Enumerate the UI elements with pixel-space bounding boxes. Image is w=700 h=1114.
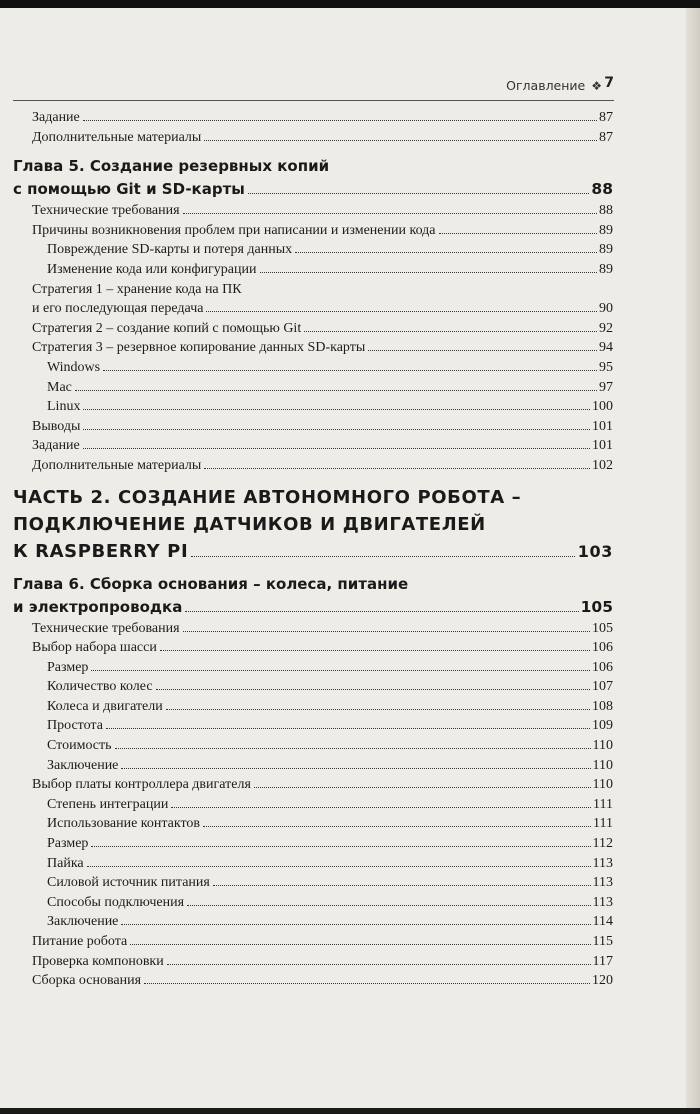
toc-entry (13, 971, 613, 991)
toc-entry (13, 221, 613, 241)
dot-leader (121, 924, 590, 925)
toc-entry (13, 260, 613, 280)
toc-entry-title: Сборка основания (32, 973, 142, 989)
dot-leader (260, 272, 598, 273)
dot-leader (83, 409, 590, 410)
toc-entry-title: Проверка компоновки (32, 953, 164, 969)
toc-entry-page: 92 (599, 320, 613, 336)
running-head (506, 78, 608, 93)
toc-entry-title: Стоимость (47, 738, 112, 754)
toc-entry (13, 893, 613, 913)
dot-leader (304, 331, 597, 332)
toc-entry (13, 417, 613, 437)
toc-entry (13, 299, 613, 319)
dot-leader (191, 556, 575, 557)
toc-entry (13, 775, 613, 795)
toc-entry-page: 110 (592, 757, 613, 773)
toc-entry-title: Windows (47, 359, 101, 375)
toc-entry-page: 94 (599, 340, 613, 356)
chapter-title-line (13, 595, 613, 619)
toc-entry (13, 814, 613, 834)
part-page: 103 (577, 541, 613, 561)
toc-entry (13, 952, 613, 972)
toc-entry-page: 110 (592, 738, 613, 754)
dot-leader (91, 846, 590, 847)
toc-entry (13, 912, 613, 932)
dot-leader (83, 448, 590, 449)
toc-entry-page: 90 (599, 301, 613, 317)
dot-leader (91, 670, 590, 671)
toc-entry (13, 201, 613, 221)
toc-entry-page: 89 (599, 222, 613, 238)
toc-entry (13, 319, 613, 339)
toc-entry-title: Способы подключения (47, 894, 185, 910)
toc-entry-title: Задание (32, 110, 80, 125)
dot-leader (103, 370, 597, 371)
toc-entry (13, 638, 613, 658)
toc-entry (13, 108, 613, 128)
toc-chapter-heading (13, 155, 613, 201)
dot-leader (144, 983, 590, 984)
toc-entry-page: 101 (592, 418, 613, 434)
toc-entry (13, 658, 613, 678)
dot-leader (171, 807, 591, 808)
scan-top-border (0, 0, 700, 8)
page-number: 7 (604, 75, 614, 91)
toc-entry-page: 97 (599, 379, 613, 395)
toc-entry (13, 436, 613, 456)
toc-entry (13, 932, 613, 952)
dot-leader (204, 140, 597, 141)
chapter-title-line (13, 573, 613, 595)
chapter-title-text: Глава 6. Сборка основания – колеса, питание (13, 574, 409, 593)
dot-leader (187, 905, 590, 906)
dot-leader (156, 689, 590, 690)
toc-entry-page: 107 (592, 679, 613, 695)
toc-entry-page: 95 (599, 359, 613, 375)
toc-entry-title: Mac (47, 379, 72, 395)
toc-entry (13, 677, 613, 697)
toc-entry-page: 110 (592, 777, 613, 793)
toc-entry-page: 87 (599, 110, 613, 125)
part-title-text: К RASPBERRY PI (13, 540, 189, 562)
toc-entry (13, 756, 613, 776)
dot-leader (121, 768, 590, 769)
toc-entry-title: Выводы (32, 418, 81, 434)
toc-entry-page: 101 (592, 438, 613, 454)
part-title-line (13, 511, 613, 538)
fleuron-icon: ❖ (591, 79, 602, 93)
dot-leader (167, 964, 591, 965)
dot-leader (203, 826, 591, 827)
toc-entry-title: Технические требования (32, 620, 180, 636)
toc-entry-page: 106 (592, 640, 613, 656)
toc-entry (13, 456, 613, 476)
toc-entry-title: Изменение кода или конфигурации (47, 261, 257, 277)
chapter-title-line (13, 177, 613, 201)
toc-entry (13, 128, 613, 148)
toc-entry (13, 280, 613, 300)
toc-entry-page: 112 (592, 836, 613, 852)
toc-entry-page: 105 (592, 620, 613, 636)
toc-entry-title: Простота (47, 718, 103, 734)
toc-entry-page: 100 (592, 399, 613, 415)
dot-leader (166, 709, 590, 710)
toc-entry-title: Выбор платы контроллера двигателя (32, 777, 251, 793)
toc-entry (13, 834, 613, 854)
dot-leader (295, 252, 597, 253)
chapter-title-text: с помощью Git и SD-карты (13, 180, 245, 199)
toc-entry-title: Причины возникновения проблем при написании и изменении кода (32, 222, 436, 238)
dot-leader (213, 885, 591, 886)
toc-entry-page: 113 (592, 894, 613, 910)
toc-entry (13, 378, 613, 398)
book-page (0, 8, 700, 1108)
chapter-page: 88 (591, 180, 613, 199)
toc-entry (13, 397, 613, 417)
toc-entry (13, 736, 613, 756)
toc-entry-title: Размер (47, 836, 89, 852)
toc-entry-title: Силовой источник питания (47, 875, 210, 891)
dot-leader (185, 611, 578, 612)
toc-chapter-heading (13, 573, 613, 619)
toc-entry-title: Степень интеграции (47, 796, 169, 812)
toc-entry-title: Задание (32, 438, 80, 454)
toc-entry-title: Заключение (47, 757, 119, 773)
chapter-title-line (13, 155, 613, 177)
toc-entry-page: 89 (599, 261, 613, 277)
toc-entry (13, 338, 613, 358)
toc-entry-title: и его последующая передача (32, 301, 204, 317)
toc-entry-page: 111 (593, 796, 613, 812)
dot-leader (160, 650, 590, 651)
dot-leader (183, 631, 590, 632)
dot-leader (83, 429, 590, 430)
running-head-section: Оглавление (506, 78, 586, 93)
toc-entry-title: Linux (47, 399, 81, 415)
toc-entry-page: 109 (592, 718, 613, 734)
toc-entry-page: 113 (592, 855, 613, 871)
toc-entry-title: Технические требования (32, 203, 180, 219)
toc-entry-page: 113 (592, 875, 613, 891)
toc-entry-page: 111 (593, 816, 613, 832)
toc-entry-title: Питание робота (32, 934, 128, 949)
toc-entry-title: Стратегия 3 – резервное копирование данных SD-карты (32, 340, 366, 356)
toc-entry-title: Колеса и двигатели (47, 698, 163, 714)
toc-entry-title: Дополнительные материалы (32, 129, 202, 145)
dot-leader (439, 233, 597, 234)
toc-part-heading (13, 484, 613, 565)
dot-leader (368, 350, 597, 351)
toc-entry (13, 619, 613, 639)
toc-entry-page: 117 (592, 953, 613, 969)
dot-leader (83, 120, 597, 121)
toc-entry-title: Дополнительные материалы (32, 457, 202, 473)
toc-entry-page: 102 (592, 457, 613, 473)
dot-leader (254, 787, 591, 788)
toc-entry-title: Стратегия 2 – создание копий с помощью Git (32, 320, 302, 336)
dot-leader (183, 213, 597, 214)
dot-leader (206, 311, 597, 312)
toc-entry-title: Использование контактов (47, 816, 201, 832)
toc-entry-page: 89 (599, 242, 613, 258)
toc-entry-page: 120 (592, 973, 613, 989)
table-of-contents (13, 108, 613, 991)
toc-entry-page: 106 (592, 659, 613, 675)
toc-entry-page: 88 (599, 203, 613, 219)
header-rule (13, 100, 614, 101)
part-title-text: ЧАСТЬ 2. СОЗДАНИЕ АВТОНОМНОГО РОБОТА – (13, 486, 522, 508)
toc-entry-title: Количество колес (47, 679, 153, 695)
toc-entry (13, 240, 613, 260)
part-title-line (13, 484, 613, 511)
chapter-title-text: Глава 5. Создание резервных копий (13, 157, 330, 176)
toc-entry-page: 87 (599, 129, 613, 145)
toc-entry-title: Пайка (47, 855, 84, 871)
part-title-text: ПОДКЛЮЧЕНИЕ ДАТЧИКОВ И ДВИГАТЕЛЕЙ (13, 513, 486, 535)
toc-entry (13, 795, 613, 815)
chapter-page: 105 (580, 597, 613, 616)
dot-leader (115, 748, 591, 749)
toc-entry-page: 115 (592, 934, 613, 949)
toc-entry-title: Размер (47, 659, 89, 675)
dot-leader (130, 944, 590, 945)
toc-entry (13, 697, 613, 717)
toc-entry-title: Стратегия 1 – хранение кода на ПК (32, 281, 242, 297)
dot-leader (75, 390, 597, 391)
toc-entry (13, 873, 613, 893)
page-edge-shadow (686, 8, 700, 1108)
dot-leader (87, 866, 591, 867)
toc-entry-title: Выбор набора шасси (32, 640, 157, 656)
dot-leader (248, 193, 590, 194)
toc-entry (13, 716, 613, 736)
dot-leader (106, 728, 590, 729)
toc-entry (13, 358, 613, 378)
part-title-line (13, 538, 613, 565)
toc-entry-page: 108 (592, 698, 613, 714)
toc-entry-page: 114 (592, 914, 613, 930)
toc-entry-title: Заключение (47, 914, 119, 930)
toc-entry-title: Повреждение SD-карты и потеря данных (47, 242, 293, 258)
dot-leader (204, 468, 590, 469)
chapter-title-text: и электропроводка (13, 597, 183, 616)
toc-entry (13, 854, 613, 874)
